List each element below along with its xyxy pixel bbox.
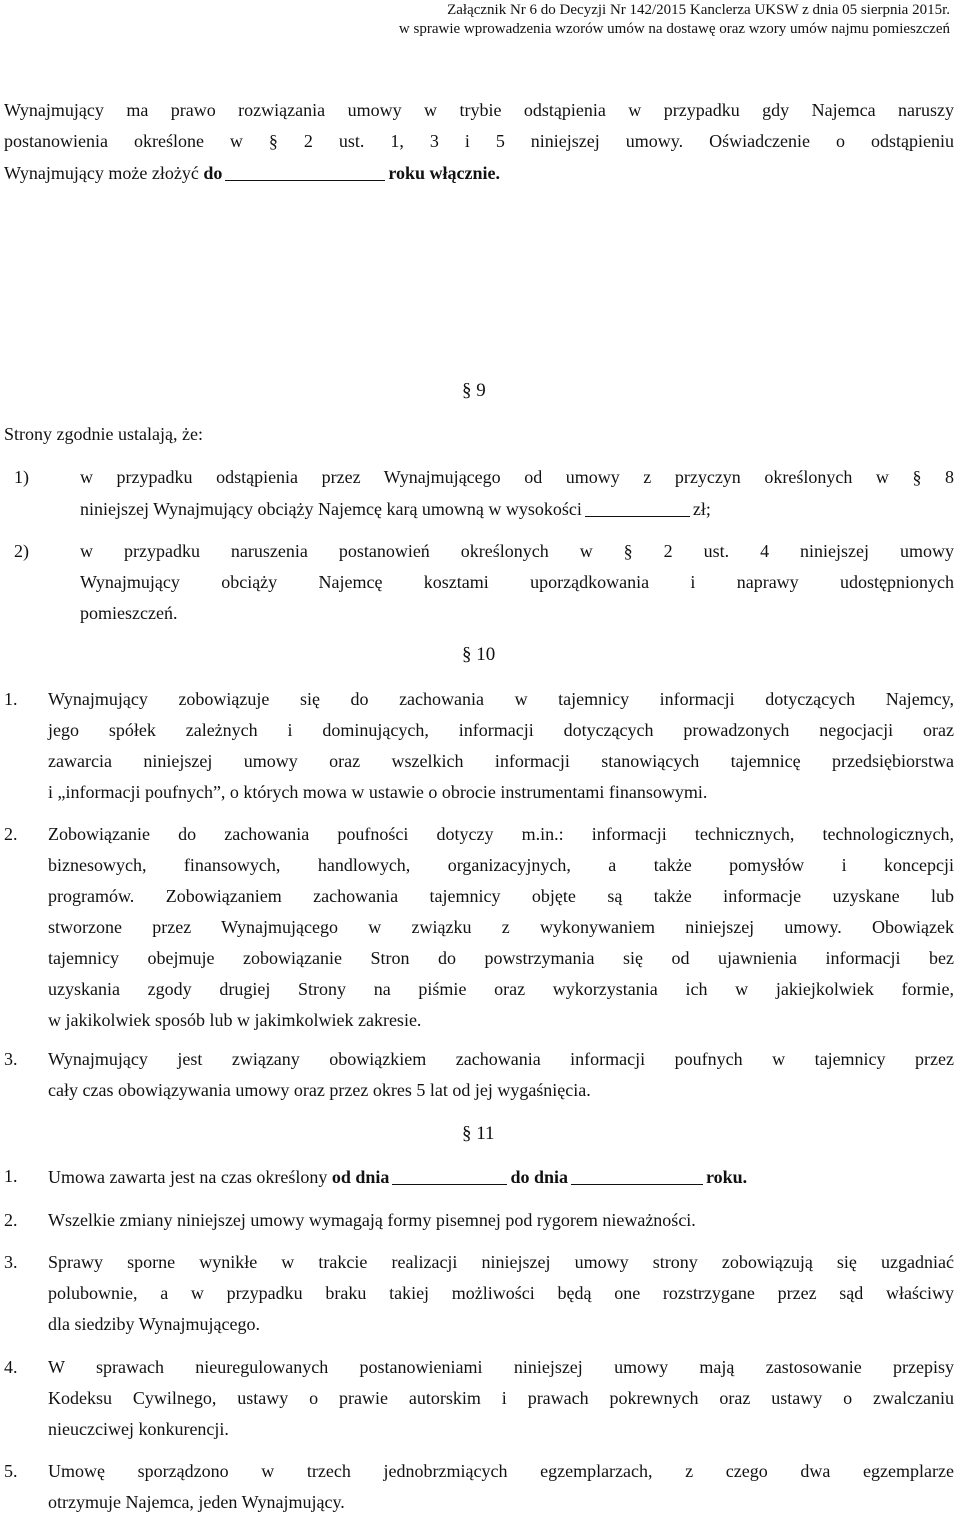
s10-item-1-line: Wynajmujący zobowiązuje się do zachowania w tajemnicy informacji dotyczących Najemcy, [48, 689, 954, 709]
s9-item-2-line-3: pomieszczeń. [80, 603, 178, 623]
intro-roku: roku włącznie. [388, 163, 501, 183]
penalty-blank [585, 498, 690, 517]
s10-item-3-line: cały czas obowiązywania umowy oraz przez okres 5 lat od jej wygaśnięcia. [48, 1080, 591, 1100]
intro-line-1: Wynajmujący ma prawo rozwiązania umowy w trybie odstąpienia w przypadku gdy Najemca naruszy [4, 100, 954, 120]
s11-item-2-line: Wszelkie zmiany niniejszej umowy wymagają formy pisemnej pod rygorem nieważności. [48, 1210, 696, 1230]
s9-item-1-currency: zł; [692, 499, 711, 519]
s10-item-1-line: jego spółek zależnych i dominujących, informacji dotyczących prowadzonych negocjacji oraz [48, 720, 954, 740]
s9-item-1-line-2 [80, 498, 954, 520]
s11-item-3-line: dla siedziby Wynajmującego. [48, 1314, 261, 1334]
s11-item-3-line: polubownie, a w przypadku braku takiej możliwości będą one rozstrzygane przez sąd właściwy [48, 1283, 954, 1303]
header-annex-line: Załącznik Nr 6 do Decyzji Nr 142/2015 Kanclerza UKSW z dnia 05 sierpnia 2015r. [447, 2, 950, 18]
s11-roku: roku. [705, 1167, 748, 1187]
s10-item-2-line: Zobowiązanie do zachowania poufności dotyczy m.in.: informacji technicznych, technologicznych, [48, 824, 954, 844]
s9-item-1-line-1: w przypadku odstąpienia przez Wynajmującego od umowy z przyczyn określonych w § 8 [80, 467, 954, 487]
s11-item-4-number: 4. [4, 1357, 18, 1377]
intro-line-2: postanowienia określone w § 2 ust. 1, 3 i 5 niniejszej umowy. Oświadczenie o odstąpieniu [4, 131, 954, 151]
s10-item-2-line: programów. Zobowiązaniem zachowania tajemnicy objęte są także informacje uzyskane lub [48, 886, 954, 906]
s11-item-1-text: Umowa zawarta jest na czas określony [48, 1167, 332, 1187]
section-9-heading: § 9 [462, 380, 486, 401]
s9-item-1-number: 1) [14, 467, 29, 487]
s9-item-2-line-1: w przypadku naruszenia postanowień określonych w § 2 ust. 4 niniejszej umowy [80, 541, 954, 561]
s11-do-dnia: do dnia [510, 1167, 568, 1187]
s10-item-2-line: stworzone przez Wynajmującego w związku z wykonywaniem niniejszej umowy. Obowiązek [48, 917, 954, 937]
s10-item-2-line: biznesowych, finansowych, handlowych, organizacyjnych, a także pomysłów i koncepcji [48, 855, 954, 875]
s10-item-1-number: 1. [4, 689, 18, 709]
s11-item-4-line: nieuczciwej konkurencji. [48, 1419, 229, 1439]
s11-item-5-number: 5. [4, 1461, 18, 1481]
s10-item-2-line: uzyskania zgody drugiej Strony na piśmie oraz wykorzystania ich w jakiejkolwiek formie, [48, 979, 954, 999]
s10-item-1-line: zawarcia niniejszej umowy oraz wszelkich informacji stanowiących tajemnicę przedsiębiorstwa [48, 751, 954, 771]
s11-item-3-number: 3. [4, 1252, 18, 1272]
s10-item-1-line: i „informacji poufnych”, o których mowa w ustawie o obrocie instrumentami finansowymi. [48, 782, 708, 802]
s10-item-2-number: 2. [4, 824, 18, 844]
s9-item-2-line-2: Wynajmujący obciąży Najemcę kosztami uporządkowania i naprawy udostępnionych [80, 572, 954, 592]
s11-item-3-line: Sprawy sporne wynikłe w trakcie realizacji niniejszej umowy strony zobowiązują się uzgadniać [48, 1252, 954, 1272]
section-9-lead: Strony zgodnie ustalają, że: [4, 424, 203, 444]
end-date-blank [571, 1166, 703, 1185]
s10-item-3-number: 3. [4, 1049, 18, 1069]
intro-line-3 [4, 162, 954, 184]
s11-od-dnia: od dnia [331, 1167, 390, 1187]
section-11-heading: § 11 [462, 1123, 495, 1144]
s11-item-1-number: 1. [4, 1166, 18, 1186]
s11-item-1-line [48, 1166, 954, 1188]
s11-item-5-line: otrzymuje Najemca, jeden Wynajmujący. [48, 1492, 345, 1512]
s11-item-5-line: Umowę sporządzono w trzech jednobrzmiących egzemplarzach, z czego dwa egzemplarze [48, 1461, 954, 1481]
s11-item-2-number: 2. [4, 1210, 18, 1230]
s11-item-4-line: Kodeksu Cywilnego, ustawy o prawie autorskim i prawach pokrewnych oraz ustawy o zwalczaniu [48, 1388, 954, 1408]
intro-do: do [203, 163, 223, 183]
s9-item-1-text: niniejszej Wynajmujący obciąży Najemcę karą umowną w wysokości [80, 499, 582, 519]
header-subject-line: w sprawie wprowadzenia wzorów umów na dostawę oraz wzory umów najmu pomieszczeń [398, 21, 950, 37]
start-date-blank [392, 1166, 507, 1185]
section-10-heading: § 10 [462, 644, 496, 665]
s10-item-3-line: Wynajmujący jest związany obowiązkiem zachowania informacji poufnych w tajemnicy przez [48, 1049, 954, 1069]
s11-item-4-line: W sprawach nieuregulowanych postanowieniami niniejszej umowy mają zastosowanie przepisy [48, 1357, 954, 1377]
s10-item-2-line: tajemnicy obejmuje zobowiązanie Stron do powstrzymania się od ujawnienia informacji bez [48, 948, 954, 968]
s9-item-2-number: 2) [14, 541, 29, 561]
s10-item-2-line: w jakikolwiek sposób lub w jakimkolwiek zakresie. [48, 1010, 422, 1030]
date-blank [225, 162, 385, 181]
intro-line-3-text: Wynajmujący może złożyć [4, 163, 204, 183]
